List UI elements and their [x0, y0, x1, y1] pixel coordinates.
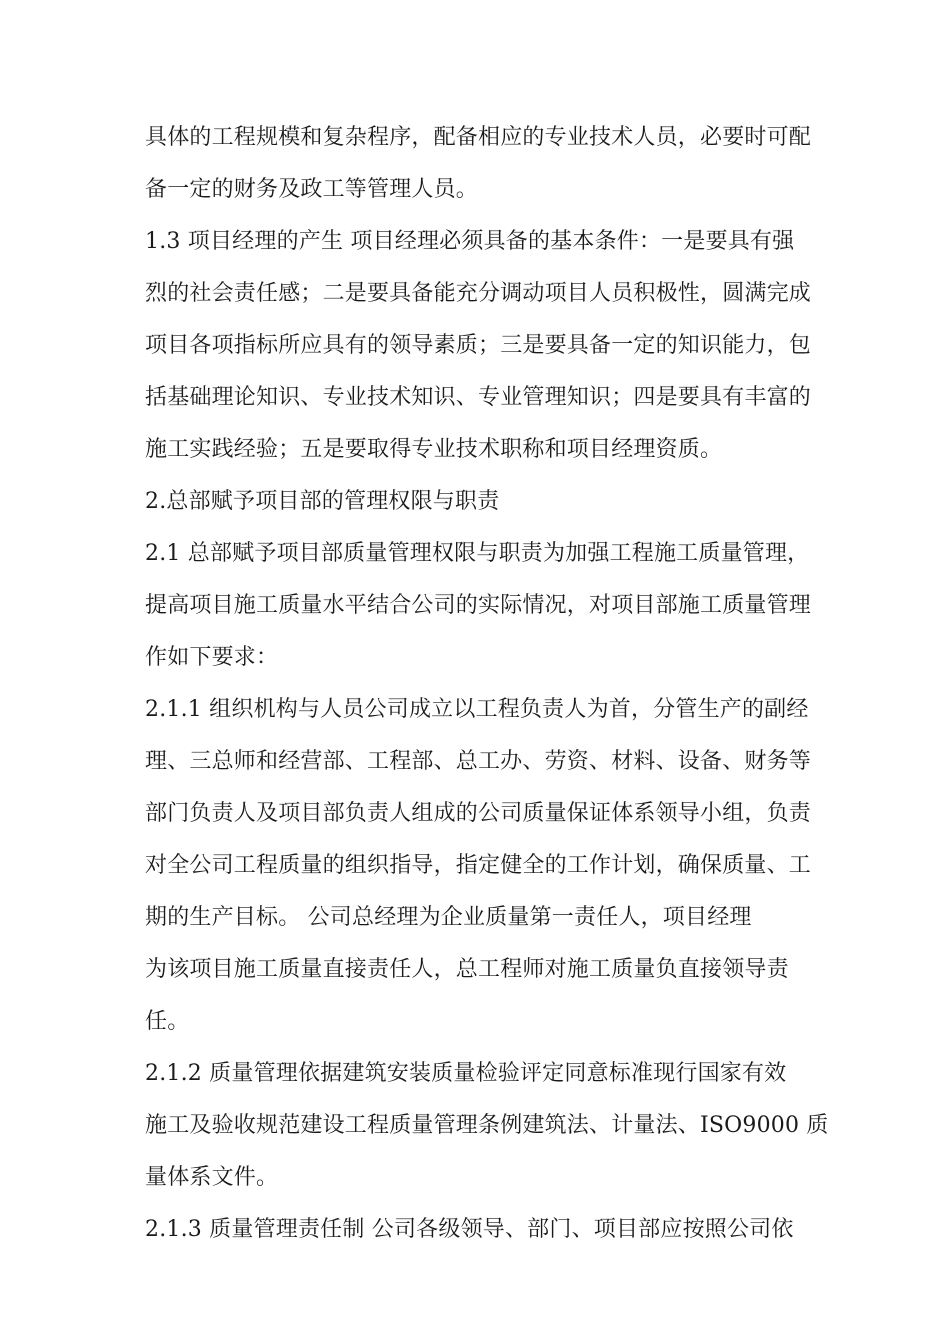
text-line: 任。	[145, 1009, 190, 1034]
section-heading-2-1-1: 2.1.1 组织机构与人员公司成立以工程负责人为首，分管生产的副经	[145, 697, 809, 722]
section-heading-2-1: 2.1 总部赋予项目部质量管理权限与职责为加强工程施工质量管理，	[145, 541, 810, 566]
section-heading-1-3: 1.3 项目经理的产生 项目经理必须具备的基本条件：一是要具有强	[145, 229, 795, 254]
text-line: 施工及验收规范建设工程质量管理条例建筑法、计量法、ISO9000 质	[145, 1113, 829, 1138]
text-line: 项目各项指标所应具有的领导素质；三是要具备一定的知识能力，包	[145, 333, 812, 358]
text-line: 施工实践经验；五是要取得专业技术职称和项目经理资质。	[145, 437, 723, 462]
text-line: 备一定的财务及政工等管理人员。	[145, 177, 479, 202]
document-body	[145, 112, 829, 1256]
section-heading-2-1-2: 2.1.2 质量管理依据建筑安装质量检验评定同意标准现行国家有效	[145, 1061, 787, 1086]
section-heading-2-1-3: 2.1.3 质量管理责任制 公司各级领导、部门、项目部应按照公司依	[145, 1217, 794, 1242]
text-line: 括基础理论知识、专业技术知识、专业管理知识；四是要具有丰富的	[145, 385, 812, 410]
text-line: 期的生产目标。 公司总经理为企业质量第一责任人，项目经理	[145, 905, 752, 930]
text-line: 部门负责人及项目部负责人组成的公司质量保证体系领导小组，负责	[145, 801, 812, 826]
text-line: 提高项目施工质量水平结合公司的实际情况，对项目部施工质量管理	[145, 593, 812, 618]
text-line: 具体的工程规模和复杂程序，配备相应的专业技术人员，必要时可配	[145, 125, 812, 150]
text-line: 对全公司工程质量的组织指导，指定健全的工作计划，确保质量、工	[145, 853, 812, 878]
section-heading-2: 2.总部赋予项目部的管理权限与职责	[145, 489, 500, 514]
text-line: 量体系文件。	[145, 1165, 279, 1190]
text-line: 烈的社会责任感；二是要具备能充分调动项目人员积极性，圆满完成	[145, 281, 812, 306]
text-line: 作如下要求：	[145, 645, 279, 670]
text-line: 为该项目施工质量直接责任人，总工程师对施工质量负直接领导责	[145, 957, 789, 982]
text-line: 理、三总师和经营部、工程部、总工办、劳资、材料、设备、财务等	[145, 749, 812, 774]
